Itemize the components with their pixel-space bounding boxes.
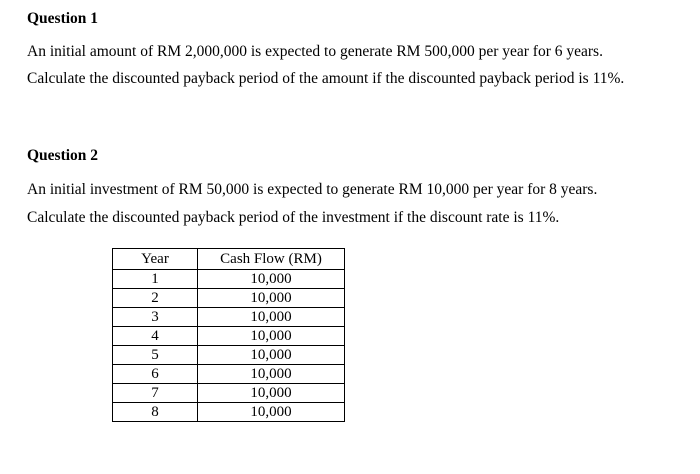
question-1-heading: Question 1 xyxy=(27,10,99,27)
table-header-row xyxy=(113,249,345,270)
cash-flow-cell: 10,000 xyxy=(198,308,345,327)
question-1-line-1: An initial amount of RM 2,000,000 is expected to generate RM 500,000 per year for 6 years. xyxy=(27,43,603,60)
year-cell: 8 xyxy=(113,403,198,422)
year-cell: 6 xyxy=(113,365,198,384)
year-cell: 3 xyxy=(113,308,198,327)
year-cell: 5 xyxy=(113,346,198,365)
table-row xyxy=(113,365,345,384)
cash-flow-cell: 10,000 xyxy=(198,270,345,289)
cash-flow-cell: 10,000 xyxy=(198,289,345,308)
year-cell: 4 xyxy=(113,327,198,346)
table-row xyxy=(113,270,345,289)
cash-flow-cell: 10,000 xyxy=(198,384,345,403)
table-row xyxy=(113,327,345,346)
question-1-line-2: Calculate the discounted payback period of the amount if the discounted payback period is 11%. xyxy=(27,70,625,87)
table-row xyxy=(113,403,345,422)
table-row xyxy=(113,308,345,327)
year-cell: 1 xyxy=(113,270,198,289)
year-column-header: Year xyxy=(113,249,198,270)
year-cell: 7 xyxy=(113,384,198,403)
question-2-line-1: An initial investment of RM 50,000 is expected to generate RM 10,000 per year for 8 years. xyxy=(27,181,598,198)
year-cell: 2 xyxy=(113,289,198,308)
cash-flow-column-header: Cash Flow (RM) xyxy=(198,249,345,270)
question-2-line-2: Calculate the discounted payback period of the investment if the discount rate is 11%. xyxy=(27,209,560,226)
cash-flow-cell: 10,000 xyxy=(198,346,345,365)
table-row xyxy=(113,346,345,365)
cash-flow-table xyxy=(112,248,345,422)
cash-flow-cell: 10,000 xyxy=(198,403,345,422)
cash-flow-cell: 10,000 xyxy=(198,365,345,384)
question-2-heading: Question 2 xyxy=(27,147,99,164)
table-row xyxy=(113,289,345,308)
cash-flow-cell: 10,000 xyxy=(198,327,345,346)
table-row xyxy=(113,384,345,403)
